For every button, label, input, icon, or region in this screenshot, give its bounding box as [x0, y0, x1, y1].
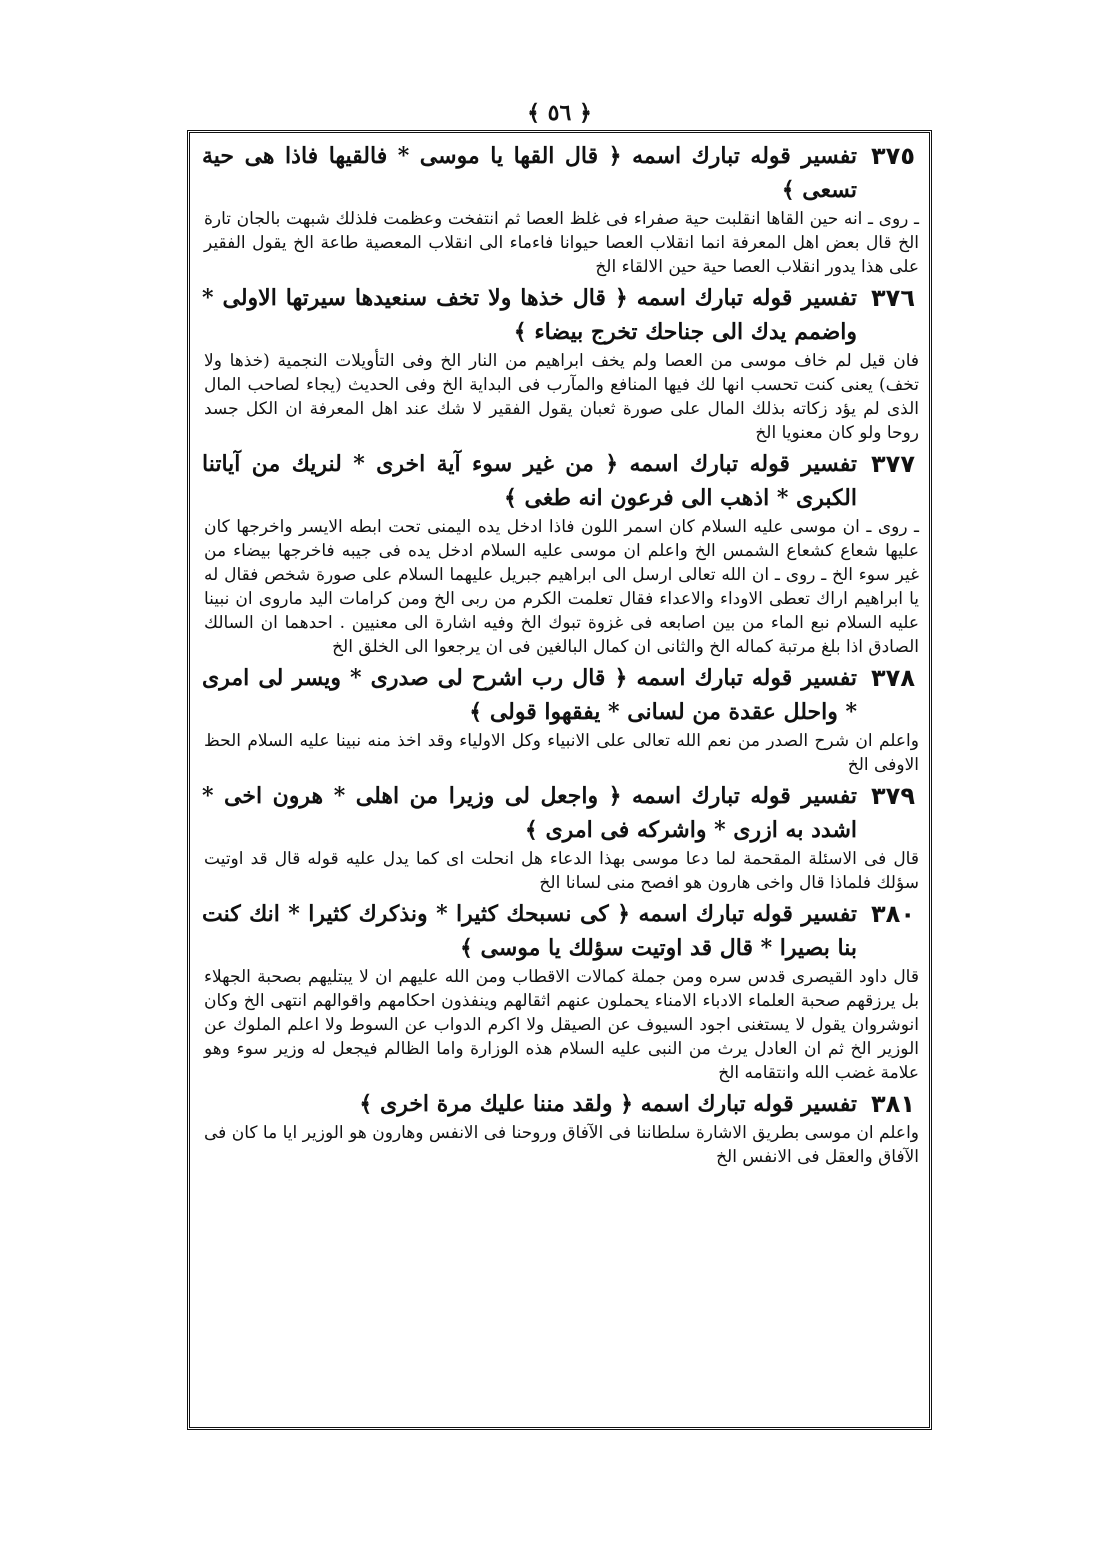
verse-heading: تفسير قوله تبارك اسمه ﴿ كى نسبحك كثيرا * ونذكرك كثيرا * انك كنت بنا بصيرا * قال قد اوتيت سؤلك يا موسى ﴾: [202, 901, 857, 961]
verse-number: ٣٧٦: [871, 284, 915, 312]
verse-number: ٣٨١: [871, 1090, 915, 1118]
commentary: ـ روى ـ انه حين القاها انقلبت حية صفراء فى غلظ العصا ثم انتفخت وعظمت فلذلك شبهت بالجان تارة الخ قال بعض اهل المعرفة انما انقلاب العصا حيوانا فاءماء الى انقلاب المعصية طاعة الخ يقول الفقير على هذا يدور انقلاب العصا حية حين الالقاء الخ: [204, 209, 919, 277]
entry: [190, 281, 929, 447]
entry: [190, 661, 929, 779]
commentary: قال داود القيصرى قدس سره ومن جملة كمالات الاقطاب ومن الله عليهم ان لا يبتليهم بصحبة الجهلاء بل يرزقهم صحبة العلماء الادباء الامناء يحملون عنهم اثقالهم وينفذون احكامهم واقوالهم انتهى الخ وكان انوشروان يقول لا يستغنى اجود السيوف عن الصيقل ولا اكرم الدواب عن السوط ولا اعلم الملوك عن الوزير الخ ثم ان العادل يرث من النبى عليه السلام هذه الوزارة واما الظالم فيجعل له وزير سوء وهو علامة غضب الله وانتقامه الخ: [204, 967, 919, 1083]
entry: [190, 139, 929, 281]
verse-heading: تفسير قوله تبارك اسمه ﴿ من غير سوء آية اخرى * لنريك من آياتنا الكبرى * اذهب الى فرعون انه طغى ﴾: [202, 451, 857, 511]
commentary: واعلم ان موسى بطريق الاشارة سلطاننا فى الآفاق وروحنا فى الانفس وهارون هو الوزير ايا ما كان فى الآفاق والعقل فى الانفس الخ: [204, 1123, 919, 1167]
verse-heading: تفسير قوله تبارك اسمه ﴿ قال رب اشرح لى صدرى * ويسر لى امرى * واحلل عقدة من لسانى * يفقهوا قولى ﴾: [202, 665, 857, 725]
page-header: [0, 100, 1119, 126]
page-number: ٥٦: [547, 100, 572, 126]
verse-heading: تفسير قوله تبارك اسمه ﴿ قال خذها ولا تخف سنعيدها سيرتها الاولى * واضمم يدك الى جناحك تخرج بيضاء ﴾: [202, 285, 857, 345]
commentary: ـ روى ـ ان موسى عليه السلام كان اسمر اللون فاذا ادخل يده اليمنى تحت ابطه الايسر واخرجها كان عليها شعاع كشعاع الشمس الخ واعلم ان موسى عليه السلام ادخل يده فى جيبه فاخرجها بيضاء من غير سوء الخ ـ روى ـ ان الله تعالى ارسل الى ابراهيم جبريل عليهما السلام على صورة شخص فقال له يا ابراهيم اراك تعطى الاوداء والاعداء فقال تعلمت الكرم من ربى الخ ومن كرامات اليد ماروى ان نبينا عليه السلام نبع الماء من بين اصابعه فى غزوة تبوك الخ وفيه اشارة الى معنيين . احدهما ان السالك الصادق اذا بلغ مرتبة كماله الخ والثانى ان كمال البالغين فى ان يرجعوا الى الخلق الخ: [204, 517, 919, 657]
commentary: فان قيل لم خاف موسى من العصا ولم يخف ابراهيم من النار الخ وفى التأويلات النجمية (خذها ولا تخف) يعنى كنت تحسب انها لك فيها المنافع والمآرب فى البداية الخ وفى الحديث (يجاء لصاحب المال الذى لم يؤد زكاته بذلك المال على صورة ثعبان يقول الفقير لا شك عند اهل المعرفة ان الكل جسد روحا ولو كان معنويا الخ: [204, 351, 920, 443]
entry: [190, 897, 929, 1087]
ornament-right: ﴿: [578, 100, 592, 126]
verse-heading: تفسير قوله تبارك اسمه ﴿ قال القها يا موسى * فالقيها فاذا هى حية تسعى ﴾: [202, 143, 857, 203]
verse-heading: تفسير قوله تبارك اسمه ﴿ ولقد مننا عليك مرة اخرى ﴾: [359, 1091, 857, 1117]
entry: [190, 779, 929, 897]
verse-number: ٣٧٩: [871, 782, 915, 810]
ornament-left: ﴾: [527, 100, 540, 126]
commentary: قال فى الاسئلة المقحمة لما دعا موسى بهذا الدعاء هل انحلت اى كما يدل عليه قوله قال قد اوتيت سؤلك فلماذا قال واخى هارون هو افصح منى لسانا الخ: [204, 849, 919, 893]
entry: [190, 1087, 929, 1171]
entry: [190, 447, 929, 661]
page-content: [190, 139, 929, 1171]
verse-number: ٣٧٧: [871, 450, 915, 478]
verse-number: ٣٧٥: [871, 142, 915, 170]
verse-number: ٣٧٨: [871, 664, 915, 692]
commentary: واعلم ان شرح الصدر من نعم الله تعالى على الانبياء وكل الاولياء وقد اخذ منه نبينا عليه السلام الحظ الاوفى الخ: [204, 731, 919, 775]
verse-number: ٣٨٠: [871, 900, 915, 928]
page-frame: [187, 130, 932, 1430]
verse-heading: تفسير قوله تبارك اسمه ﴿ واجعل لى وزيرا من اهلى * هرون اخى * اشدد به ازرى * واشركه فى امرى ﴾: [202, 783, 857, 843]
